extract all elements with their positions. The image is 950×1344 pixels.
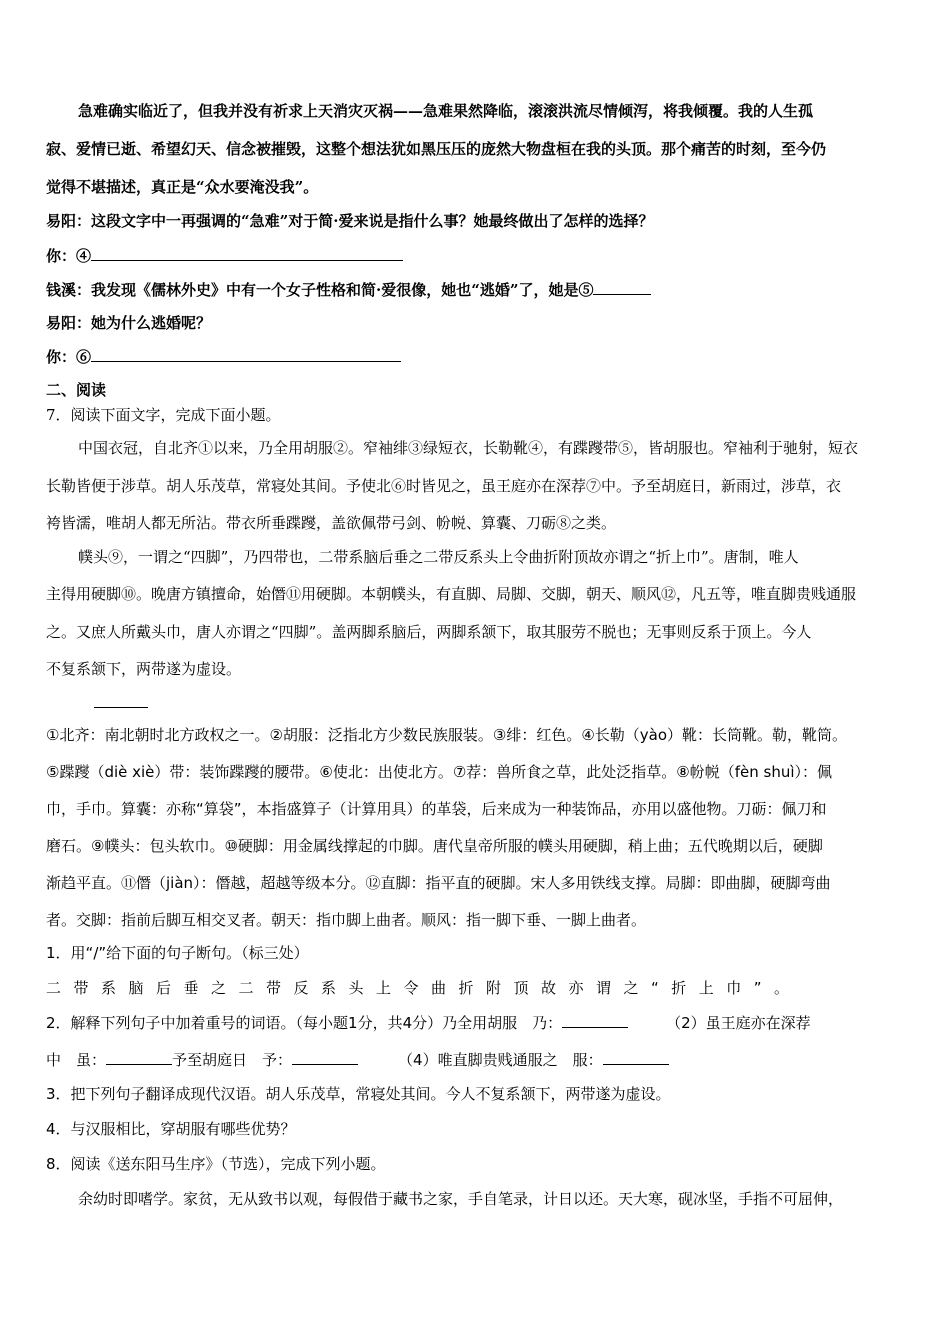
answer-blank[interactable] bbox=[106, 1048, 172, 1065]
sub-question-2-item: （2）虽王庭亦在深荐 bbox=[666, 1014, 811, 1032]
passage-line: 急难确实临近了，但我并没有祈求上天消灾灭祸——急难果然降临，滚滚洪流尽情倾泻，将我倾覆。我的人生孤 bbox=[78, 102, 814, 120]
dialogue-speaker-answer: 你：④ bbox=[46, 247, 92, 265]
footnote-line: 巾，手巾。算囊：亦称“算袋”，本指盛算子（计算用具）的革袋，后来成为一种装饰品，亦用以盛他物。刀砺：佩刀和 bbox=[46, 800, 827, 818]
footnote-divider bbox=[94, 707, 148, 708]
article-line: 幞头⑨，一谓之“四脚”，乃四带也，二带系脑后垂之二带反系头上令曲折附顶故亦谓之“折上巾”。唐制，唯人 bbox=[78, 548, 799, 566]
article-line: 袴皆濡，唯胡人都无所沾。带衣所垂蹀躞，盖欲佩带弓剑、帉帨、算囊、刀砺⑧之类。 bbox=[46, 514, 617, 532]
answer-blank[interactable] bbox=[603, 1048, 669, 1065]
sub-question-2 bbox=[46, 1011, 811, 1034]
passage-line: 觉得不堪描述，真正是“众水要淹没我”。 bbox=[46, 178, 319, 196]
answer-blank[interactable] bbox=[593, 278, 651, 295]
sub-question-3: 3．把下列句子翻译成现代汉语。胡人乐茂草，常寝处其间。今人不复系颔下，两带遂为虚设。 bbox=[46, 1085, 671, 1103]
footnote-line: 磨石。⑨幞头：包头软巾。⑩硬脚：用金属线撑起的巾脚。唐代皇帝所服的幞头用硬脚，稍上曲；五代晚期以后，硬脚 bbox=[46, 837, 823, 855]
dialogue-line bbox=[46, 244, 403, 267]
sub-question-2-item: （4）唯直脚贵贱通服之 服： bbox=[398, 1051, 603, 1069]
dialogue-line bbox=[46, 278, 651, 301]
dialogue-text: 钱溪：我发现《儒林外史》中有一个女子性格和简·爱很像，她也“逃婚”了，她是⑤ bbox=[46, 281, 594, 299]
sub-question-2-text: 2．解释下列句子中加着重号的词语。（每小题1分，共4分）乃全用胡服 乃： bbox=[46, 1014, 563, 1032]
dialogue-line: 易阳：这段文字中一再强调的“急难”对于简·爱来说是指什么事？她最终做出了怎样的选择？ bbox=[46, 212, 654, 230]
article-line: 长勒皆便于涉草。胡人乐茂草，常寝处其间。予使北⑥时皆见之，虽王庭亦在深荐⑦中。予至胡庭日，新雨过，涉草，衣 bbox=[46, 477, 842, 495]
answer-blank[interactable] bbox=[91, 244, 403, 261]
dialogue-speaker-answer: 你：⑥ bbox=[46, 348, 92, 366]
dialogue-line bbox=[46, 345, 401, 368]
passage-line: 寂、爱情已逝、希望幻天、信念被摧毁，这整个想法犹如黑压压的庞然大物盘桓在我的头顶。那个痛苦的时刻，至今仍 bbox=[46, 140, 827, 158]
article-line: 不复系颔下，两带遂为虚设。 bbox=[46, 660, 242, 678]
article-line: 之。又庶人所戴头巾，唐人亦谓之“四脚”。盖两脚系脑后，两脚系颔下，取其服劳不脱也；无事则反系于顶上。今人 bbox=[46, 623, 812, 641]
answer-blank[interactable] bbox=[292, 1048, 358, 1065]
sentence-to-punctuate: 二带系脑后垂之二带反系头上令曲折附顶故亦谓之“折上巾”。 bbox=[46, 979, 802, 997]
footnote-line: 者。交脚：指前后脚互相交叉者。朝天：指巾脚上曲者。顺风：指一脚下垂、一脚上曲者。 bbox=[46, 911, 647, 929]
article-line: 主得用硬脚⑩。晚唐方镇擅命，始僭⑪用硬脚。本朝幞头，有直脚、局脚、交脚，朝天、顺风⑫，凡五等，唯直脚贵贱通服 bbox=[46, 585, 857, 603]
question-7: 7．阅读下面文字，完成下面小题。 bbox=[46, 406, 281, 424]
sub-question-2-cont bbox=[46, 1048, 669, 1071]
footnote-line: 渐趋平直。⑪僭（jiàn）：僭越，超越等级本分。⑫直脚：指平直的硬脚。宋人多用铁线支撑。局脚：即曲脚，硬脚弯曲 bbox=[46, 874, 831, 892]
article-line: 中国衣冠，自北齐①以来，乃全用胡服②。窄袖绯③绿短衣，长勒靴④，有蹀躞带⑤，皆胡服也。窄袖利于驰射，短衣 bbox=[78, 439, 859, 457]
question-8: 8．阅读《送东阳马生序》（节选），完成下列小题。 bbox=[46, 1155, 386, 1173]
dialogue-line: 易阳：她为什么逃婚呢？ bbox=[46, 314, 212, 332]
sub-question-2-item: 予至胡庭日 予： bbox=[172, 1051, 293, 1069]
article-line: 余幼时即嗜学。家贫，无从致书以观，每假借于藏书之家，手自笔录，计日以还。天大寒，砚冰坚，手指不可屈伸， bbox=[78, 1190, 844, 1208]
sub-question-4: 4．与汉服相比，穿胡服有哪些优势？ bbox=[46, 1120, 296, 1138]
answer-blank[interactable] bbox=[91, 345, 401, 362]
sub-question-2-item: 中 虽： bbox=[46, 1051, 107, 1069]
footnote-line: ⑤蹀躞（diè xiè）带：装饰蹀躞的腰带。⑥使北：出使北方。⑦荐：兽所食之草，此处泛指草。⑧帉帨（fèn shuì）：佩 bbox=[46, 763, 833, 781]
footnote-line: ①北齐：南北朝时北方政权之一。②胡服：泛指北方少数民族服装。③绯：红色。④长勒（yào）靴：长筒靴。勒，靴筒。 bbox=[46, 726, 848, 744]
sub-question-1: 1．用“/”给下面的句子断句。（标三处） bbox=[46, 944, 309, 962]
answer-blank[interactable] bbox=[562, 1011, 628, 1028]
section-heading: 二、阅读 bbox=[46, 381, 107, 399]
